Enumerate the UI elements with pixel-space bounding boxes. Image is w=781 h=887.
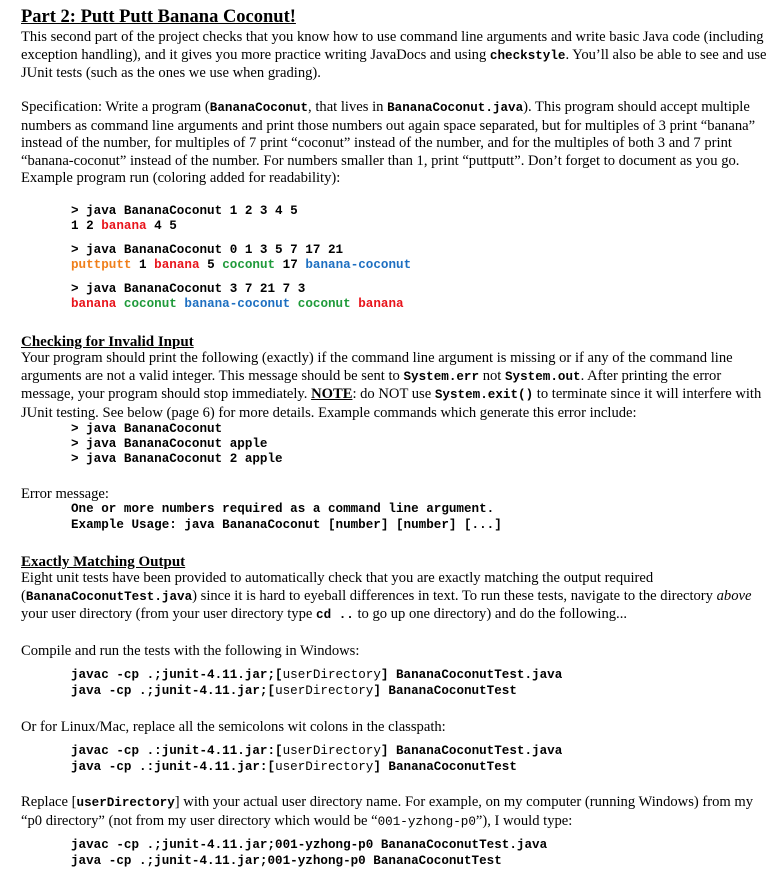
windows-compile-userdir: userDirectory	[282, 668, 381, 682]
linux-compile-part-2: ] BananaCoconutTest.java	[380, 744, 563, 758]
matching-code-test: BananaCoconutTest.java	[25, 589, 193, 604]
invalid-text-4: : do NOT use	[352, 386, 435, 402]
spec-code-class: BananaCoconut	[209, 101, 309, 115]
example-1-command: > java BananaCoconut 1 2 3 4 5	[71, 204, 298, 218]
windows-label: Compile and run the tests with the following in Windows:	[21, 643, 360, 659]
output-token: banana	[101, 219, 147, 233]
matching-em-above: above	[716, 587, 752, 604]
spec-text-1: Specification: Write a program (	[21, 99, 210, 115]
matching-output-paragraph	[21, 570, 777, 625]
invalid-code-out: System.out	[505, 369, 581, 384]
invalid-command-1: > java BananaCoconut	[71, 422, 223, 436]
linux-compile-userdir: userDirectory	[282, 744, 381, 758]
invalid-text-3: . After printing the error message, your program should stop immediately.	[21, 367, 722, 402]
intro-paragraph	[21, 29, 777, 83]
linux-compile-part-1: javac -cp .:junit-4.11.jar:[	[71, 744, 283, 758]
spec-code-file: BananaCoconut.java	[387, 101, 524, 115]
matching-text-2: ) since it is hard to eyeball differences in text. To run these tests, navigate to the directory	[192, 587, 717, 604]
matching-text-3: your user directory (from your user directory type	[21, 606, 317, 622]
invalid-code-err: System.err	[403, 369, 480, 384]
matching-text-4: to go up one directory) and do the following...	[353, 606, 627, 622]
output-token: coconut	[222, 258, 276, 272]
error-message-line-1: One or more numbers required as a command line argument.	[71, 502, 495, 516]
invalid-text-1: Your program should print the following (exactly) if the command line argument is missing or if any of the command line arguments are not a valid integer. This message should be sent to	[21, 350, 733, 384]
windows-compile-part-2: ] BananaCoconutTest.java	[380, 668, 563, 682]
output-token: 17	[275, 258, 306, 272]
example-compile-command: javac -cp .;junit-4.11.jar;001-yzhong-p0 BananaCoconutTest.java	[71, 838, 548, 852]
output-token: 1 2	[71, 219, 102, 233]
invalid-text-2: not	[479, 367, 505, 384]
output-token	[290, 297, 298, 311]
invalid-input-paragraph	[21, 350, 777, 422]
windows-compile-command	[71, 668, 562, 684]
matching-code-cd: cd ..	[316, 608, 354, 622]
output-token: puttputt	[71, 258, 132, 272]
output-token: banana	[71, 297, 117, 311]
example-3-output	[71, 297, 404, 313]
error-message-line-2: Example Usage: java BananaCoconut [number] [number] [...]	[71, 518, 502, 532]
output-token: 5	[199, 258, 223, 272]
specification-paragraph	[21, 99, 777, 188]
note-label: NOTE	[311, 386, 353, 402]
linux-compile-command	[71, 744, 562, 760]
linux-run-userdir: userDirectory	[275, 760, 374, 774]
output-token: banana-coconut	[184, 297, 291, 311]
spec-text-2: , that lives in	[308, 99, 388, 115]
output-token: coconut	[123, 297, 177, 311]
intro-text-1: This second part of the project checks that you know how to use command line arguments and write basic Java code (including exception handling), and it gives you more practice writing JavaDocs and using	[21, 29, 764, 63]
linux-label: Or for Linux/Mac, replace all the semicolons wit colons in the classpath:	[21, 719, 446, 735]
output-token: banana	[154, 258, 200, 272]
example-1-output	[71, 219, 177, 235]
windows-run-userdir: userDirectory	[275, 684, 374, 698]
replace-code-userdir: userDirectory	[76, 796, 175, 810]
replace-text-2: ] with your actual user directory name. For example, on my computer (running Windows) from my “p0 directory” (not from my user directory which would be “	[21, 794, 754, 829]
example-2-output	[71, 258, 411, 274]
example-2-command: > java BananaCoconut 0 1 3 5 7 17 21	[71, 243, 344, 257]
replace-text-3: ”), I would type:	[475, 812, 573, 829]
windows-run-command	[71, 684, 517, 700]
invalid-input-heading: Checking for Invalid Input	[21, 334, 194, 350]
replace-text-1: Replace [	[21, 794, 77, 810]
intro-code-checkstyle: checkstyle	[489, 48, 566, 63]
matching-output-heading: Exactly Matching Output	[21, 554, 186, 570]
linux-run-command	[71, 760, 517, 776]
windows-compile-part-1: javac -cp .;junit-4.11.jar;[	[71, 668, 283, 682]
invalid-code-exit: System.exit()	[434, 388, 534, 402]
error-message-label: Error message:	[21, 486, 109, 502]
replace-code-dir: 001-yzhong-p0	[377, 814, 476, 829]
spec-text-3: ). This program should accept multiple numbers as command line arguments and print those numbers out again space separated, but for multiples of 3 print “banana” instead of the number, for multiples of 7 print “coconut” instead of the number, and for the multiples of both 3 and 7 print “banana-coconut” instead of the number. For numbers smaller than 1, print “puttputt”. Don’t forget to document as you go. Example program run (coloring added for readability):	[21, 99, 756, 186]
replace-paragraph	[21, 794, 777, 831]
linux-run-part-2: ] BananaCoconutTest	[373, 760, 517, 774]
output-token: 1	[131, 258, 155, 272]
output-token: banana	[358, 297, 404, 311]
output-token: banana-coconut	[305, 258, 412, 272]
linux-run-part-1: java -cp .:junit-4.11.jar:[	[71, 760, 276, 774]
page-title: Part 2: Putt Putt Banana Coconut!	[21, 7, 296, 27]
output-token: 4 5	[146, 219, 177, 233]
invalid-command-2: > java BananaCoconut apple	[71, 437, 268, 451]
output-token: coconut	[297, 297, 351, 311]
invalid-text-5: to terminate since it will interfere with JUnit testing. See below (page 6) for more details. Example commands which generate this error include:	[21, 386, 762, 421]
matching-text-1: Eight unit tests have been provided to automatically check that you are exactly matching the output required (	[21, 570, 654, 604]
windows-run-part-1: java -cp .;junit-4.11.jar;[	[71, 684, 276, 698]
windows-run-part-2: ] BananaCoconutTest	[373, 684, 517, 698]
intro-text-2: . You’ll also be able to see and use JUnit tests (such as the ones we use when grading).	[21, 46, 767, 81]
output-token	[116, 297, 124, 311]
example-3-command: > java BananaCoconut 3 7 21 7 3	[71, 282, 306, 296]
invalid-command-3: > java BananaCoconut 2 apple	[71, 452, 283, 466]
example-run-command: java -cp .;junit-4.11.jar;001-yzhong-p0 BananaCoconutTest	[71, 854, 502, 868]
